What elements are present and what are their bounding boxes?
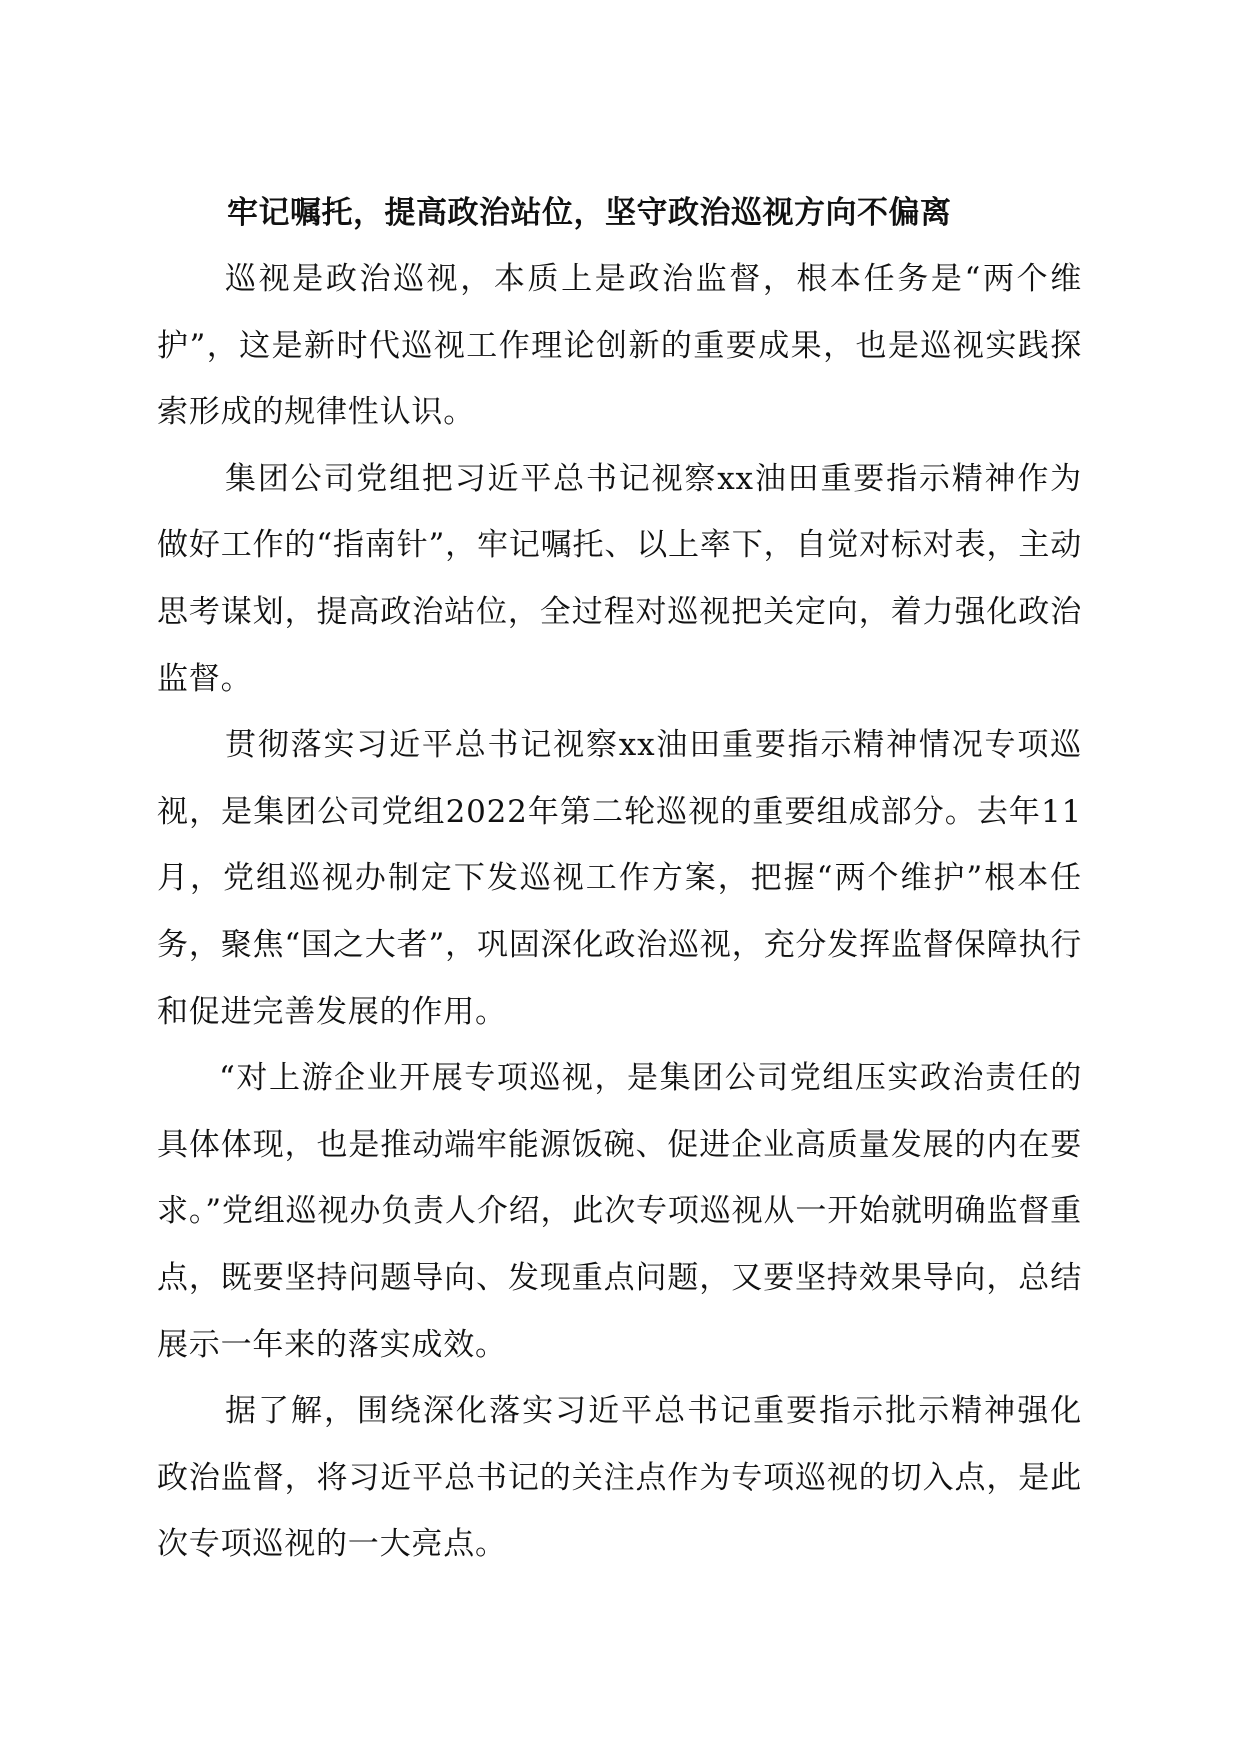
document-title: 牢记嘱托，提高政治站位，坚守政治巡视方向不偏离 bbox=[227, 195, 952, 231]
document-body bbox=[157, 246, 1082, 1578]
paragraph: 巡视是政治巡视，本质上是政治监督，根本任务是“两个维护”，这是新时代巡视工作理论创新的重要成果，也是巡视实践探索形成的规律性认识。 bbox=[157, 261, 1082, 431]
paragraph: 集团公司党组把习近平总书记视察xx油田重要指示精神作为做好工作的“指南针”，牢记嘱托、以上率下，自觉对标对表，主动思考谋划，提高政治站位，全过程对巡视把关定向，着力强化政治监督。 bbox=[157, 460, 1082, 697]
paragraph: 据了解，围绕深化落实习近平总书记重要指示批示精神强化政治监督，将习近平总书记的关注点作为专项巡视的切入点，是此次专项巡视的一大亮点。 bbox=[157, 1393, 1082, 1563]
paragraph: “对上游企业开展专项巡视，是集团公司党组压实政治责任的具体体现，也是推动端牢能源饭碗、促进企业高质量发展的内在要求。”党组巡视办负责人介绍，此次专项巡视从一开始就明确监督重点，既要坚持问题导向、发现重点问题，又要坚持效果导向，总结展示一年来的落实成效。 bbox=[157, 1060, 1082, 1363]
paragraph: 贯彻落实习近平总书记视察xx油田重要指示精神情况专项巡视，是集团公司党组2022年第二轮巡视的重要组成部分。去年11月，党组巡视办制定下发巡视工作方案，把握“两个维护”根本任务，聚焦“国之大者”，巩固深化政治巡视，充分发挥监督保障执行和促进完善发展的作用。 bbox=[157, 727, 1082, 1030]
